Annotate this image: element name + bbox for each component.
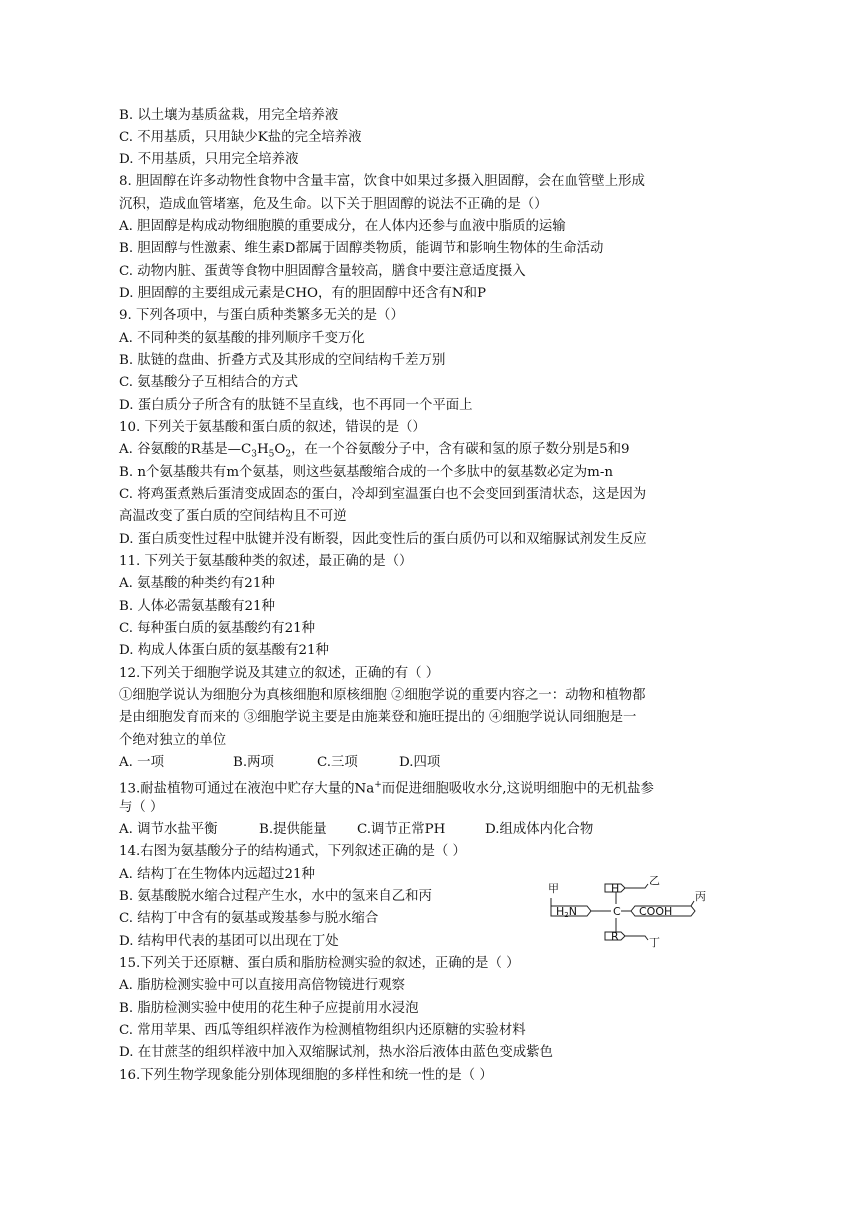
q9-stem: 9. 下列各项中，与蛋白质种类繁多无关的是（） [119,308,404,323]
c-atom-label: C [613,905,621,918]
q11-stem: 11. 下列关于氨基酸种类的叙述，最正确的是（） [119,554,413,569]
q13-option-c: C.调节正常PH [357,822,446,837]
q10-option-c-cont: 高温改变了蛋白质的空间结构且不可逆 [119,509,347,524]
q15-option-c: C. 常用苹果、西瓜等组织样液作为检测植物组织内还原糖的实验材料 [119,1023,526,1038]
q13-options [119,820,593,840]
q11-option-b: B. 人体必需氨基酸有21种 [119,599,275,614]
bing-callout [691,901,694,906]
q16-stem: 16.下列生物学现象能分别体现细胞的多样性和统一性的是（ ） [119,1068,493,1083]
q7-option-b: B. 以土壤为基质盆栽，用完全培养液 [119,108,339,123]
q11-option-c: C. 每种蛋白质的氨基酸约有21种 [119,621,316,636]
q12-statements-end: 个绝对独立的单位 [119,733,227,748]
h2n-label: H2N [556,905,577,919]
q9-option-a: A. 不同种类的氨基酸的排列顺序千变万化 [119,331,365,346]
q10-option-d: D. 蛋白质变性过程中肽键并没有断裂，因此变性后的蛋白质仍可以和双缩脲试剂发生反应 [119,532,647,547]
q9-option-d: D. 蛋白质分子所含有的肽链不呈直线，也不再同一个平面上 [119,398,473,413]
q9-option-c: C. 氨基酸分子互相结合的方式 [119,375,298,390]
q8-stem-cont: 沉积，造成血管堵塞，危及生命。以下关于胆固醇的说法不正确的是（） [119,197,548,212]
q15-option-b: B. 脂肪检测实验中使用的花生种子应提前用水浸泡 [119,1001,419,1016]
q14-stem: 14.右图为氨基酸分子的结构通式，下列叙述正确的是（ ） [119,844,466,859]
q12-option-a: A. 一项 [119,755,164,770]
q14-option-d: D. 结构甲代表的基团可以出现在丁处 [119,934,339,949]
q14-option-a: A. 结构丁在生物体内远超过21种 [119,867,315,882]
cooh-label: COOH [639,905,673,918]
q10-option-c: C. 将鸡蛋煮熟后蛋清变成固态的蛋白，冷却到室温蛋白也不会变回到蛋清状态，这是因为 [119,487,647,502]
jia-label: 甲 [548,882,559,895]
q8-option-c: C. 动物内脏、蛋黄等食物中胆固醇含量较高，膳食中要注意适度摄入 [119,264,526,279]
yi-label: 乙 [649,876,660,887]
q12-option-b: B.两项 [233,755,274,770]
h-atom-label: H [611,882,620,895]
ding-label: 丁 [649,936,660,948]
ding-callout [625,936,648,940]
q11-option-a: A. 氨基酸的种类约有21种 [119,576,275,591]
q10-stem: 10. 下列关于氨基酸和蛋白质的叙述，错误的是（） [119,420,426,435]
q9-option-b: B. 肽链的盘曲、折叠方式及其形成的空间结构千差万别 [119,353,446,368]
q12-statements: ①细胞学说认为细胞分为真核细胞和原核细胞 ②细胞学说的重要内容之一：动物和植物都 [119,688,646,703]
yi-callout [625,884,648,888]
q11-option-d: D. 构成人体蛋白质的氨基酸有21种 [119,643,329,658]
q12-option-c: C.三项 [317,755,358,770]
q13-stem-cont: 与（ ） [119,800,164,815]
q12-option-d: D.四项 [399,755,441,770]
q10-option-a: A. 谷氨酸的R基是$—C_3H_5O_2$，在一个谷氨酸分子中，含有碳和氢的原子数分别是5和9 [119,442,630,460]
q7-option-d: D. 不用基质，只用完全培养液 [119,152,299,167]
q12-stem: 12.下列关于细胞学说及其建立的叙述，正确的有（ ） [119,666,440,681]
q12-statements-cont: 是由细胞发育而来的 ③细胞学说主要是由施莱登和施旺提出的 ④细胞学说认同细胞是一 [119,710,637,725]
q13-option-b: B.提供能量 [259,822,327,837]
q15-stem: 15.下列关于还原糖、蛋白质和脂肪检测实验的叙述，正确的是（ ） [119,956,520,971]
q14-option-c: C. 结构丁中含有的氨基或羧基参与脱水缩合 [119,911,379,926]
amino-acid-structure-svg [543,876,743,948]
q8-option-a: A. 胆固醇是构成动物细胞膜的重要成分，在人体内还参与血液中脂质的运输 [119,219,566,234]
bing-label: 丙 [695,890,706,903]
q12-options [119,753,440,773]
q7-option-c: C. 不用基质，只用缺少K盐的完全培养液 [119,130,362,145]
amino-acid-structure-diagram [543,876,743,948]
q15-option-d: D. 在甘蔗茎的组织样液中加入双缩脲试剂，热水浴后液体由蓝色变成紫色 [119,1045,553,1060]
q15-option-a: A. 脂肪检测实验中可以直接用高倍物镜进行观察 [119,978,405,993]
q13-stem: 13.耐盐植物可通过在液泡中贮存大量的Na+而促进细胞吸收水分,这说明细胞中的无机盐参 [119,780,654,797]
q14-option-b: B. 氨基酸脱水缩合过程产生水，水中的氢来自乙和丙 [119,889,432,904]
q8-option-b: B. 胆固醇与性激素、维生素D都属于固醇类物质，能调节和影响生物体的生命活动 [119,241,604,256]
q13-option-d: D.组成体内化合物 [485,822,594,837]
q13-option-a: A. 调节水盐平衡 [119,822,218,837]
q10-option-b: B. n个氨基酸共有m个氨基，则这些氨基酸缩合成的一个多肽中的氨基数必定为m-n [119,465,614,480]
q8-option-d: D. 胆固醇的主要组成元素是CHO，有的胆固醇中还含有N和P [119,286,486,301]
q8-stem: 8. 胆固醇在许多动物性食物中含量丰富，饮食中如果过多摄入胆固醇，会在血管壁上形成 [119,174,645,189]
r-group-label: R [611,930,619,943]
